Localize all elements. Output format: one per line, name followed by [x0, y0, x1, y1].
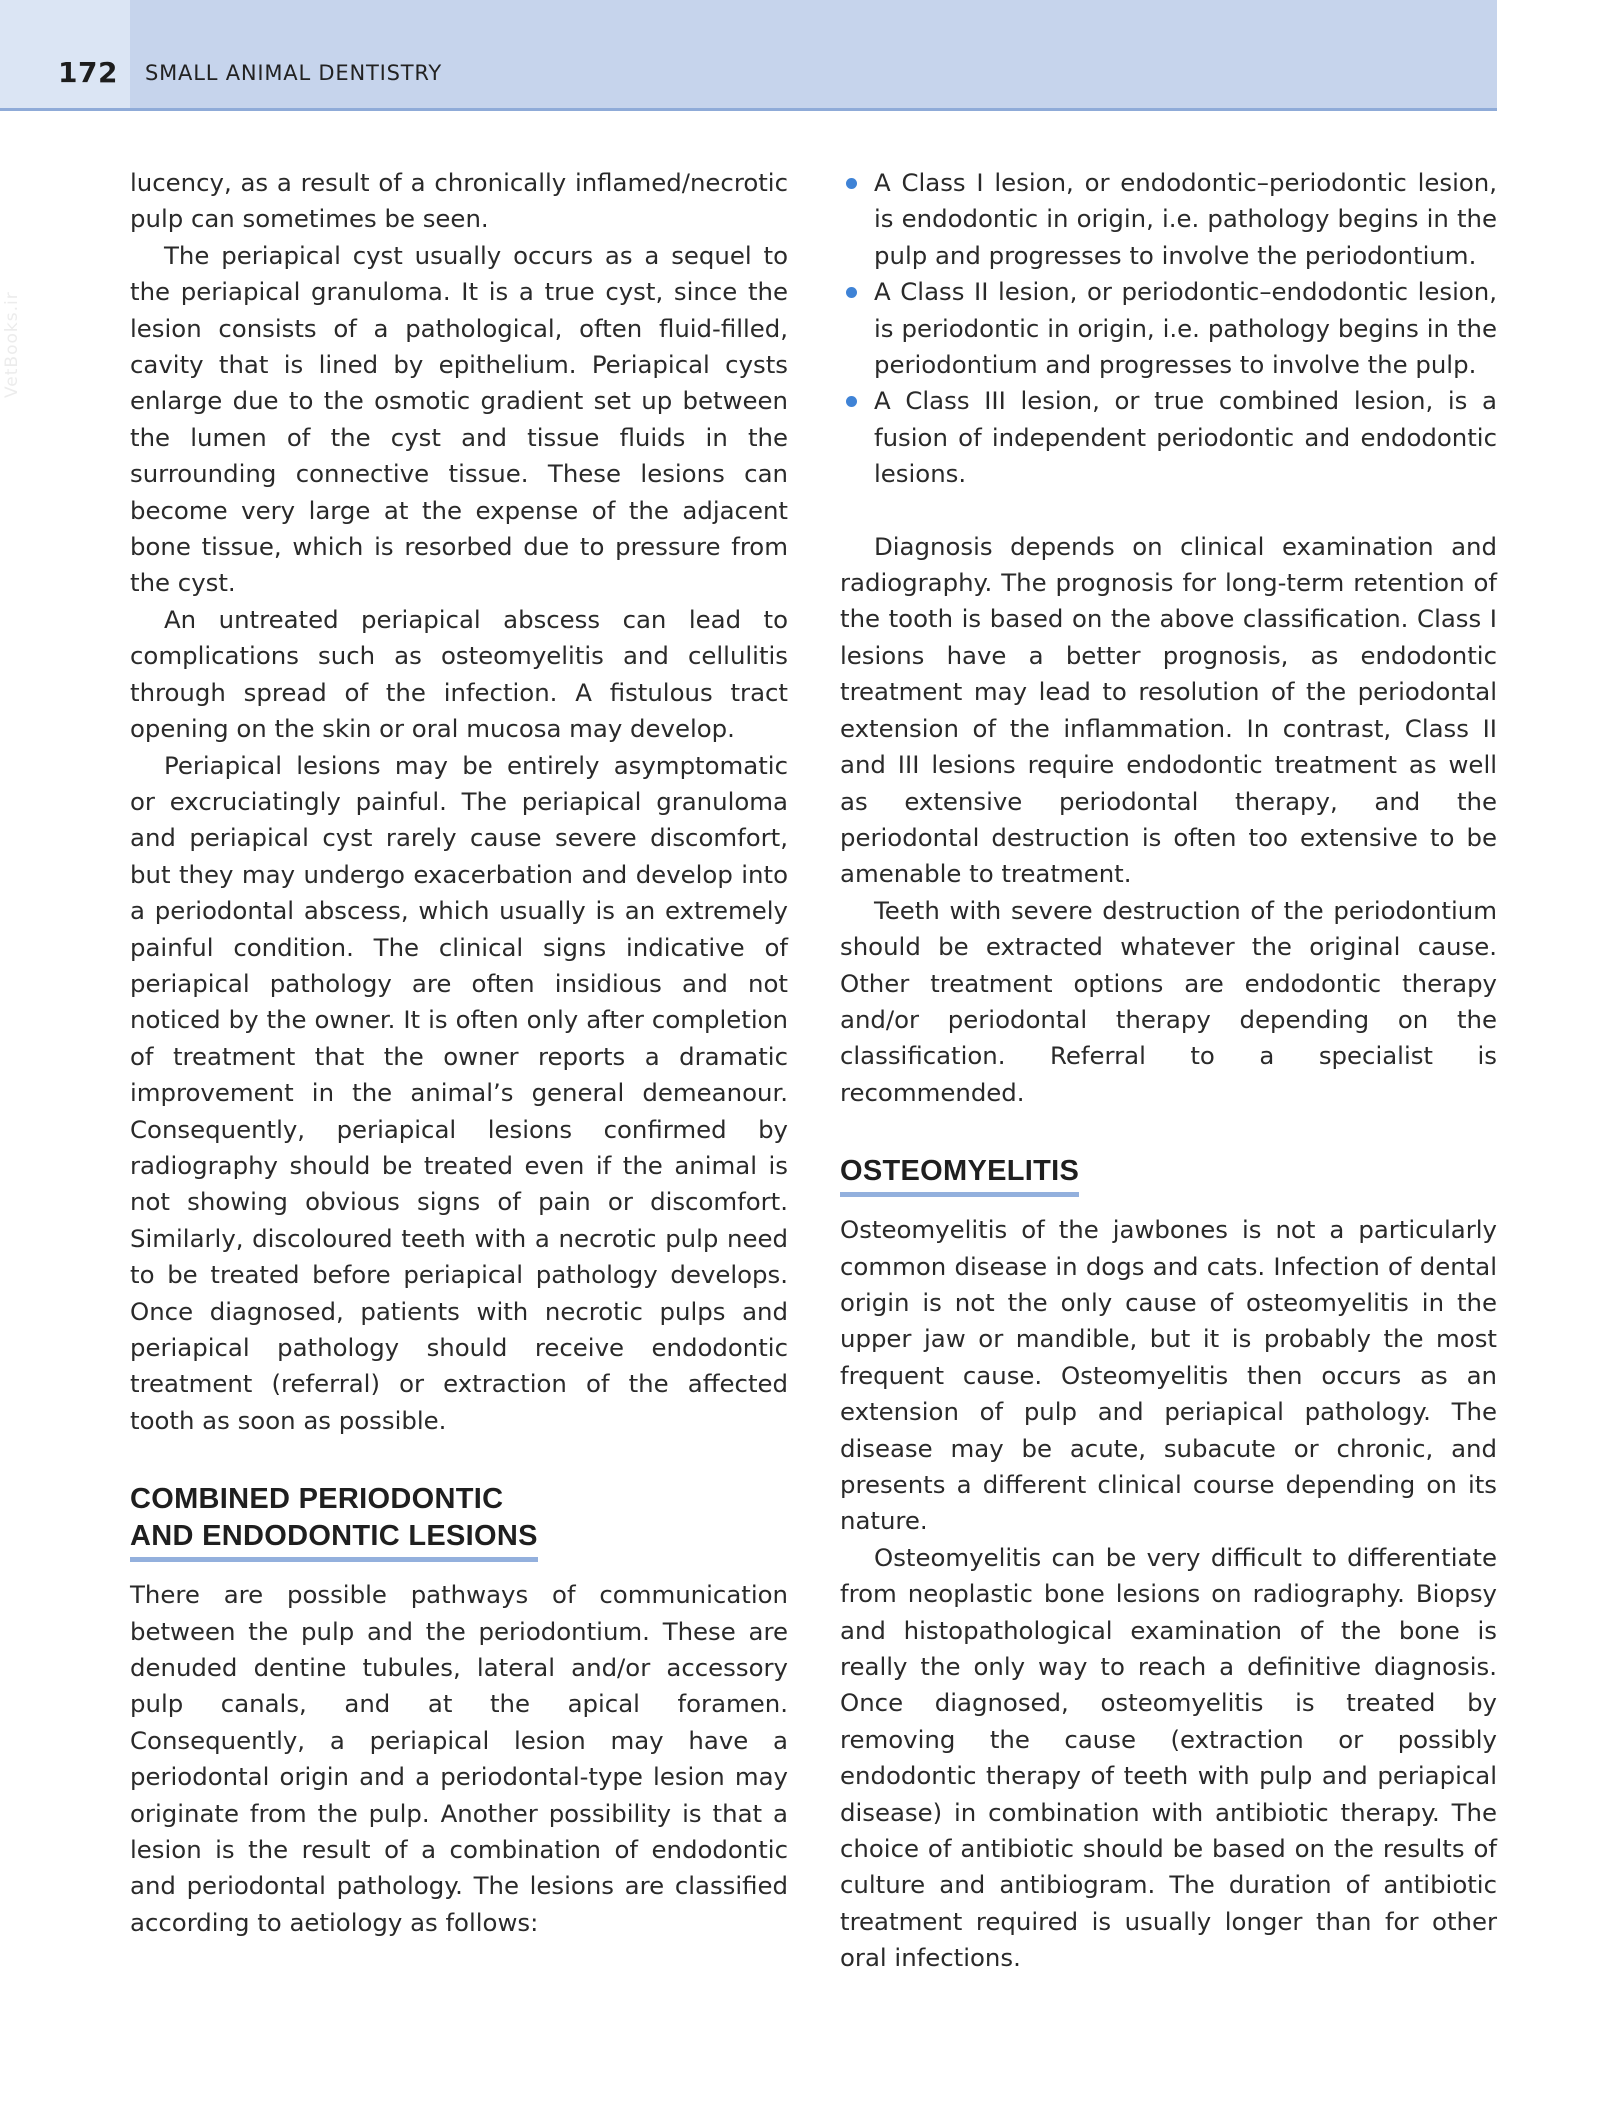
- paragraph: Diagnosis depends on clinical examination and radiography. The prognosis for long-term retention of the tooth is based on the above classification. Class I lesions have a better prognosis, as endodontic treatment may lead to resolution of the periodontal extension of the inflammation. In contrast, Class II and III lesions require endodontic treatment as well as extensive periodontal therapy, and the periodontal destruction is often too extensive to be amenable to treatment.: [840, 531, 1497, 889]
- bullet-icon: [846, 178, 857, 189]
- section-heading-line: OSTEOMYELITIS: [840, 1155, 1080, 1188]
- section-heading-line: AND ENDODONTIC LESIONS: [130, 1520, 538, 1553]
- section-heading-line: COMBINED PERIODONTIC: [130, 1483, 504, 1516]
- list-item-text: A Class II lesion, or periodontic–endodontic lesion, is periodontic in origin, i.e. pathology begins in the periodontium and progresses to involve the pulp.: [874, 277, 1497, 380]
- paragraph: Osteomyelitis can be very difficult to differentiate from neoplastic bone lesions on radiography. Biopsy and histopathological examination of the bone is really the only way to reach a definitive diagnosis. Once diagnosed, osteomyelitis is treated by removing the cause (extraction or possibly endodontic therapy of teeth with pulp and periapical disease) in combination with antibiotic therapy. The choice of antibiotic should be based on the results of culture and antibiogram. The duration of antibiotic treatment required is usually longer than for other oral infections.: [840, 1542, 1497, 1973]
- paragraph: There are possible pathways of communication between the pulp and the periodontium. These are denuded dentine tubules, lateral and/or accessory pulp canals, and at the apical foramen. Consequently, a periapical lesion may have a periodontal origin and a periodontal-type lesion may originate from the pulp. Another possibility is that a lesion is the result of a combination of endodontic and periodontal pathology. The lesions are classified according to aetiology as follows:: [130, 1580, 788, 1937]
- list-item: [840, 165, 1497, 274]
- lesion-class-list: [840, 165, 1497, 493]
- paragraph: Teeth with severe destruction of the periodontium should be extracted whatever the original cause. Other treatment options are endodontic therapy and/or periodontal therapy depending on the classification. Referral to a specialist is recommended.: [840, 895, 1497, 1107]
- paragraph: The periapical cyst usually occurs as a sequel to the periapical granuloma. It is a true cyst, since the lesion consists of a pathological, often fluid-filled, cavity that is lined by epithelium. Periapical cysts enlarge due to the osmotic gradient set up between the lumen of the cyst and tissue fluids in the surrounding connective tissue. These lesions can become very large at the expense of the adjacent bone tissue, which is resorbed due to pressure from the cyst.: [130, 240, 788, 598]
- list-item: [840, 383, 1497, 492]
- paragraph: An untreated periapical abscess can lead to complications such as osteomyelitis and cellulitis through spread of the infection. A fistulous tract opening on the skin or oral mucosa may develop.: [130, 604, 788, 744]
- list-item: [840, 274, 1497, 383]
- spacer: [840, 493, 1497, 529]
- list-item-text: A Class I lesion, or endodontic–periodontic lesion, is endodontic in origin, i.e. pathology begins in the pulp and progresses to involve the periodontium.: [874, 168, 1497, 270]
- bullet-icon: [846, 287, 857, 298]
- bullet-icon: [846, 396, 857, 407]
- running-head: SMALL ANIMAL DENTISTRY: [145, 61, 443, 85]
- list-item-text: A Class III lesion, or true combined lesion, is a fusion of independent periodontic and endodontic lesions.: [874, 386, 1497, 489]
- paragraph: lucency, as a result of a chronically inflamed/necrotic pulp can sometimes be seen.: [130, 168, 788, 234]
- page-number: 172: [58, 56, 118, 89]
- section-heading-osteomyelitis: [840, 1153, 1079, 1197]
- header-band: [0, 0, 1497, 111]
- watermark: VetBooks.ir: [2, 291, 22, 398]
- paragraph: Periapical lesions may be entirely asymptomatic or excruciatingly painful. The periapical granuloma and periapical cyst rarely cause severe discomfort, but they may undergo exacerbation and develop into a periodontal abscess, which usually is an extremely painful condition. The clinical signs indicative of periapical pathology are often insidious and not noticed by the owner. It is often only after completion of treatment that the owner reports a dramatic improvement in the animal’s general demeanour. Consequently, periapical lesions confirmed by radiography should be treated even if the animal is not showing obvious signs of pain or discomfort. Similarly, discoloured teeth with a necrotic pulp need to be treated before periapical pathology develops. Once diagnosed, patients with necrotic pulps and periapical pathology should receive endodontic treatment (referral) or extraction of the affected tooth as soon as possible.: [130, 750, 788, 1435]
- page-number-box: [0, 0, 130, 108]
- section-heading-combined-lesions: [130, 1481, 538, 1562]
- paragraph: Osteomyelitis of the jawbones is not a particularly common disease in dogs and cats. Infection of dental origin is not the only cause of osteomyelitis in the upper jaw or mandible, but it is probably the most frequent cause. Osteomyelitis then occurs as an extension of pulp and periapical pathology. The disease may be acute, subacute or chronic, and presents a different clinical course depending on its nature.: [840, 1215, 1497, 1536]
- right-column: [840, 165, 1497, 1977]
- left-column: [130, 165, 788, 1941]
